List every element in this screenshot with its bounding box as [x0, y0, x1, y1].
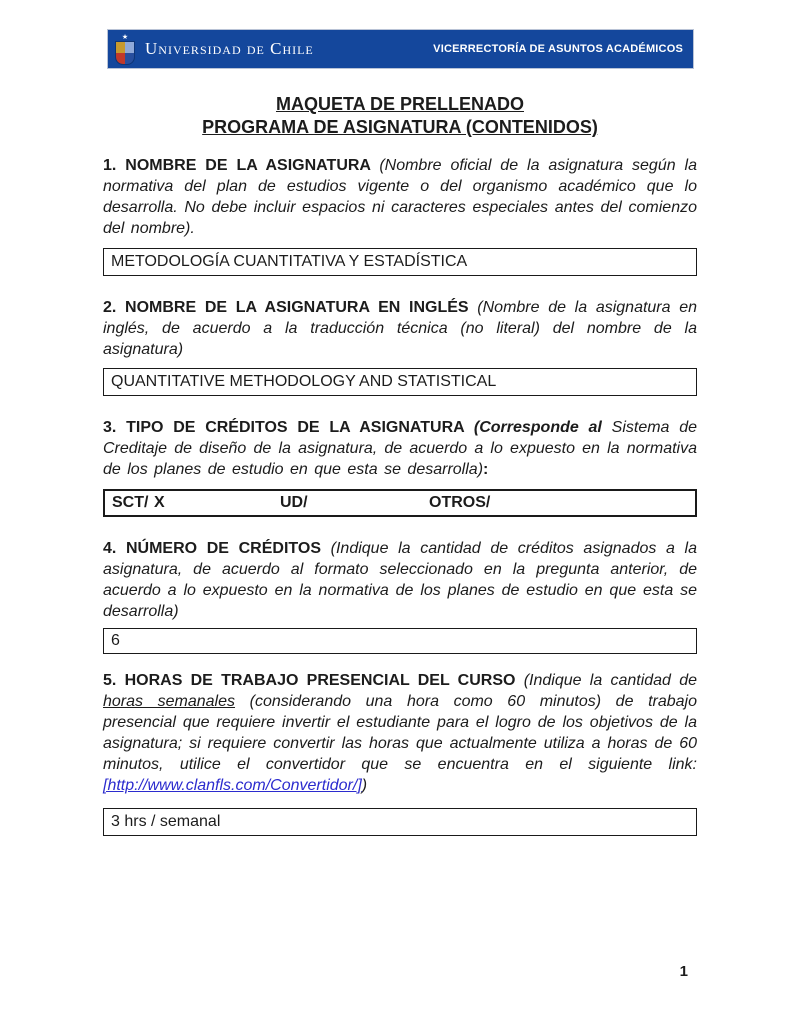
page-number: 1	[679, 963, 688, 980]
section-3-colon: :	[483, 461, 489, 478]
sct-value: X	[154, 494, 165, 511]
section-3-description-lead: (Corresponde al	[473, 419, 612, 436]
answer-numero-creditos: 6	[111, 632, 120, 649]
section-5-paragraph	[103, 670, 697, 799]
header-bar	[108, 30, 693, 68]
section-2-heading: 2. NOMBRE DE LA ASIGNATURA EN INGLÉS	[103, 299, 478, 316]
answer-nombre-asignatura: METODOLOGÍA CUANTITATIVA Y ESTADÍSTICA	[111, 253, 468, 270]
section-3-description: Sistema de Creditaje de diseño de la asignatura, de acuerdo a lo expuesto en la normativa de los planes de estudio en que esta se desarrolla)	[103, 419, 697, 478]
university-name: Universidad de Chile	[145, 39, 314, 58]
page-content	[103, 0, 697, 836]
star-icon: ★	[121, 34, 129, 41]
document-title-line2: PROGRAMA DE ASIGNATURA (CONTENIDOS)	[202, 117, 598, 137]
section-5-description-post: )	[361, 777, 368, 794]
document-title	[103, 93, 697, 139]
answer-nombre-ingles: QUANTITATIVE METHODOLOGY AND STATISTICAL	[111, 373, 497, 390]
answer-box-numero-creditos	[103, 628, 697, 654]
section-1-heading: 1. NOMBRE DE LA ASIGNATURA	[103, 157, 380, 174]
section-5-underlined-phrase: horas semanales	[103, 693, 236, 710]
shield-quadrant	[116, 42, 125, 53]
section-4-heading: 4. NÚMERO DE CRÉDITOS	[103, 540, 331, 557]
ud-label: UD/	[280, 494, 308, 511]
section-1-description: (Nombre oficial de la asignatura según la normativa del plan de estudios vigente o del organismo académico que lo desarrolla. No debe incluir espacios ni caracteres especiales antes del comienzo del nombre).	[103, 157, 697, 237]
otros-label: OTROS/	[429, 494, 491, 511]
section-3-paragraph	[103, 417, 697, 480]
section-5-description-mid: (considerando una hora como 60 minutos) de trabajo presencial que requiere invertir el estudiante para el logro de los objetivos de la asignatura; si requiere convertir las horas que actualmente utiliza a horas de 60 minutos, utilice el convertidor que se encuentra en el siguiente link:	[103, 693, 698, 773]
convertidor-link[interactable]: [http://www.clanfls.com/Convertidor/]	[103, 777, 362, 794]
sct-label: SCT/	[112, 494, 149, 511]
answer-box-nombre-asignatura	[103, 248, 697, 276]
section-5-heading: 5. HORAS DE TRABAJO PRESENCIAL DEL CURSO	[103, 672, 524, 689]
section-1-paragraph	[103, 155, 697, 239]
shield-quadrant	[125, 53, 134, 64]
section-3-heading: 3. TIPO DE CRÉDITOS DE LA ASIGNATURA	[103, 419, 474, 436]
universidad-de-chile-crest-icon	[114, 34, 136, 64]
answer-box-horas-presenciales	[103, 808, 697, 836]
section-2-paragraph	[103, 297, 697, 360]
section-4-paragraph	[103, 538, 697, 622]
section-2-description: (Nombre de la asignatura en inglés, de acuerdo a la traducción técnica (no literal) del nombre de la asignatura)	[103, 299, 698, 358]
document-title-line1: MAQUETA DE PRELLENADO	[275, 94, 524, 114]
shield-quadrant	[116, 53, 125, 64]
shield-icon	[116, 42, 134, 64]
answer-box-nombre-ingles	[103, 368, 697, 396]
answer-box-tipo-creditos	[103, 489, 697, 517]
section-4-description: (Indique la cantidad de créditos asignados a la asignatura, de acuerdo al formato seleccionado en la pregunta anterior, de acuerdo a lo expuesto en la normativa de los planes de estudio en que esta se desarrolla)	[103, 540, 698, 620]
shield-quadrant	[125, 42, 134, 53]
section-5-description-pre: (Indique la cantidad de	[523, 672, 697, 689]
answer-horas-presenciales: 3 hrs / semanal	[111, 813, 221, 830]
department-name: VICERRECTORÍA DE ASUNTOS ACADÉMICOS	[433, 43, 683, 55]
